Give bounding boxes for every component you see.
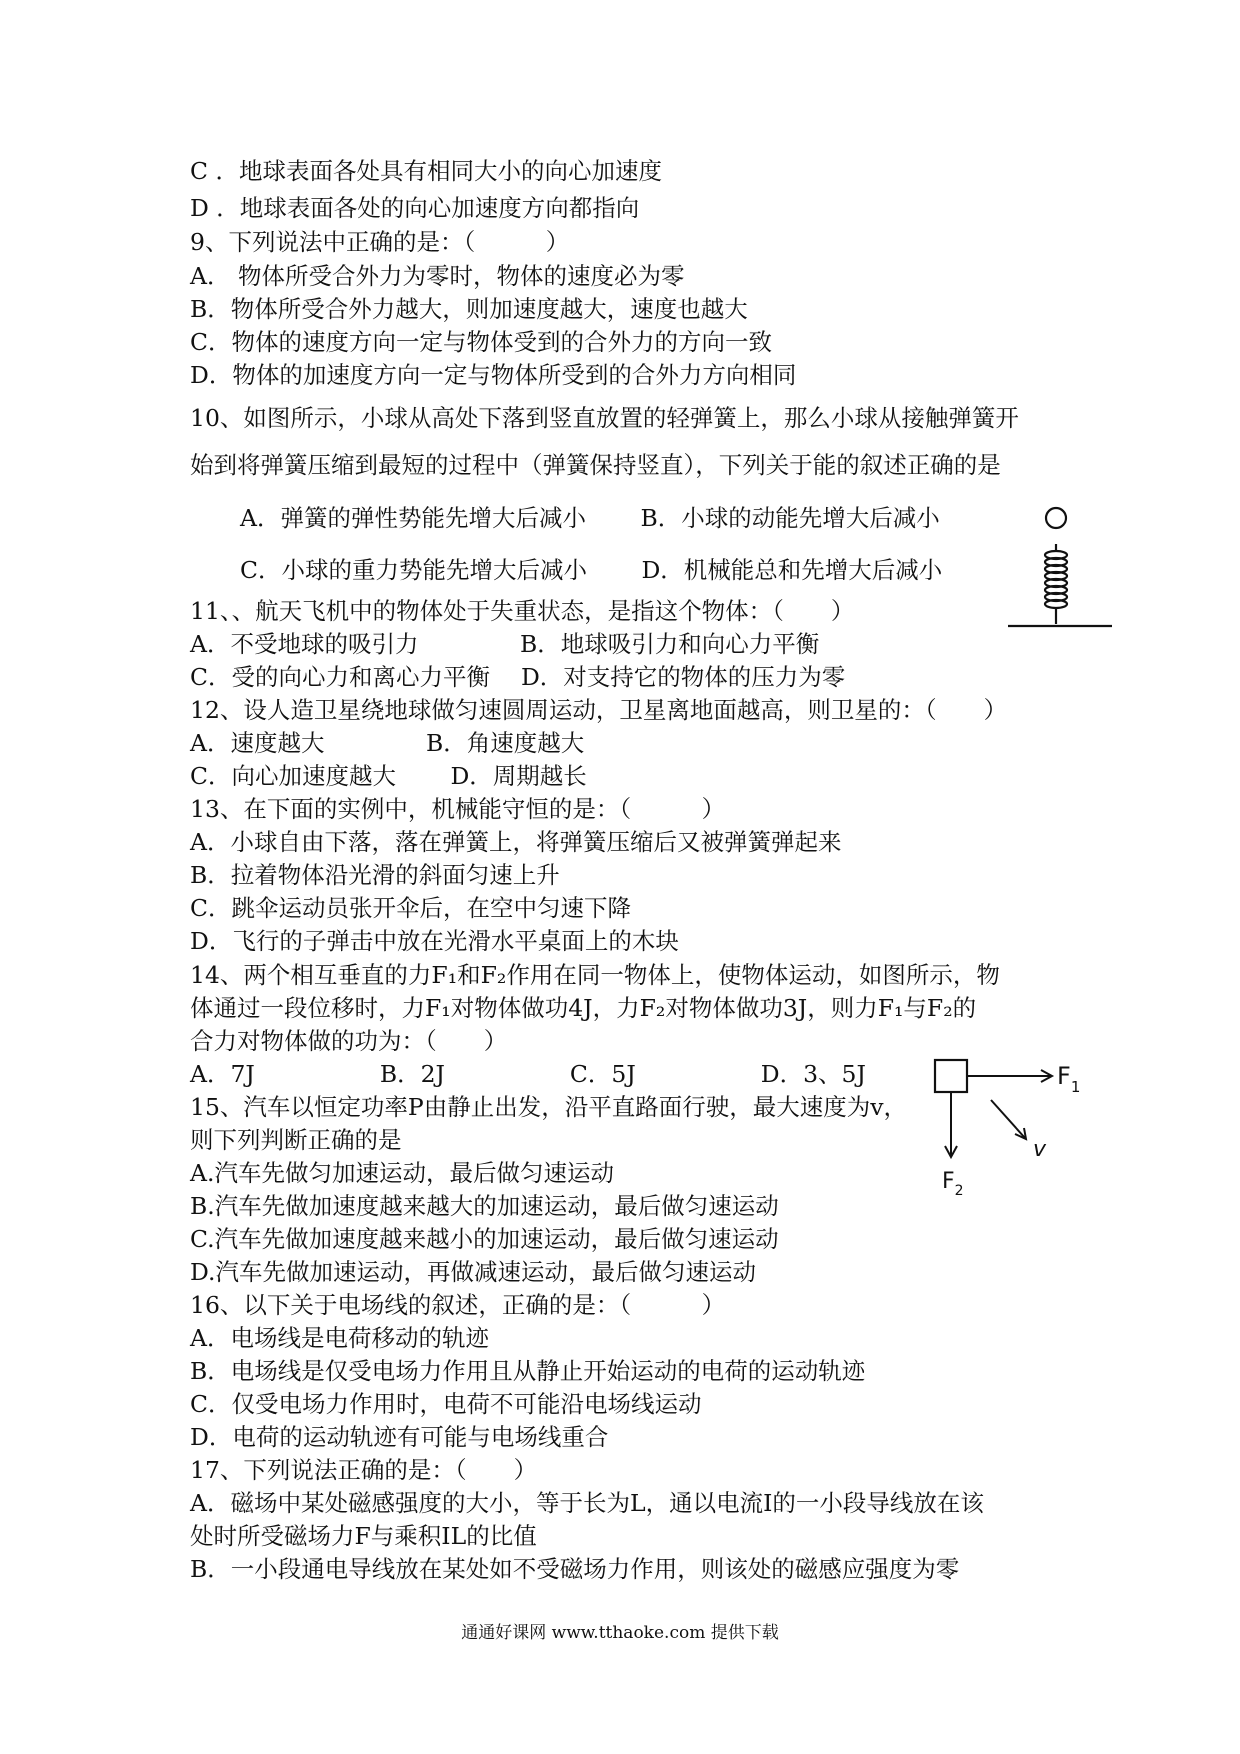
force-f1-label: $F_1$ (1057, 1062, 1081, 1096)
q10-options-cd: C．小球的重力势能先增大后减小 D．机械能总和先增大后减小 (240, 556, 943, 584)
q9-option-a: A． 物体所受合外力为零时，物体的速度必为零 (190, 262, 685, 290)
q16-stem: 16、以下关于电场线的叙述，正确的是：（ ） (190, 1291, 726, 1319)
q14-stem-line2: 体通过一段位移时，力F₁对物体做功4J，力F₂对物体做功3J，则力F₁与F₂的 (190, 994, 977, 1022)
q17-option-b: B．一小段通电导线放在某处如不受磁场力作用，则该处的磁感应强度为零 (190, 1555, 960, 1583)
q15-stem-line1: 15、汽车以恒定功率P由静止出发，沿平直路面行驶，最大速度为v， (190, 1093, 907, 1121)
q13-option-b: B．拉着物体沿光滑的斜面匀速上升 (190, 861, 560, 889)
q9-option-d: D．物体的加速度方向一定与物体所受到的合外力方向相同 (190, 361, 797, 389)
q8-option-d: D ．地球表面各处的向心加速度方向都指向 (190, 194, 640, 222)
q15-option-c: C.汽车先做加速度越来越小的加速运动，最后做匀速运动 (190, 1225, 779, 1253)
q17-stem: 17、下列说法正确的是：（ ） (190, 1456, 538, 1484)
velocity-arrow (991, 1100, 1026, 1139)
q11-stem: 11、、航天飞机中的物体处于失重状态，是指这个物体：（ ） (190, 597, 855, 625)
q9-option-b: B．物体所受合外力越大，则加速度越大，速度也越大 (190, 295, 748, 323)
q12-options-ab: A．速度越大 B．角速度越大 (190, 729, 585, 757)
q15-option-b: B.汽车先做加速度越来越大的加速运动，最后做匀速运动 (190, 1192, 779, 1220)
q17-option-a-line1: A．磁场中某处磁感强度的大小，等于长为L，通以电流I的一小段导线放在该 (190, 1489, 984, 1517)
q12-stem: 12、设人造卫星绕地球做匀速圆周运动，卫星离地面越高，则卫星的：（ ） (190, 696, 1008, 724)
force-f2-label: $F_2$ (942, 1169, 964, 1199)
object-block (935, 1060, 967, 1092)
q10-stem-line1: 10、如图所示，小球从高处下落到竖直放置的轻弹簧上，那么小球从接触弹簧开 (190, 404, 1019, 432)
q13-option-a: A．小球自由下落，落在弹簧上，将弹簧压缩后又被弹簧弹起来 (190, 828, 842, 856)
q13-option-c: C．跳伞运动员张开伞后，在空中匀速下降 (190, 894, 631, 922)
q13-option-d: D．飞行的子弹击中放在光滑水平桌面上的木块 (190, 927, 679, 955)
q9-stem: 9、下列说法中正确的是：（ ） (190, 228, 570, 256)
force-f1-arrow (967, 1070, 1052, 1082)
force-diagram (925, 1050, 1105, 1199)
page-footer: 通通好课网 www.tthaoke.com 提供下载 (461, 1623, 779, 1643)
ball-icon (1046, 508, 1066, 528)
q11-options-cd: C．受的向心力和离心力平衡 D．对支持它的物体的压力为零 (190, 663, 846, 691)
q14-options: A．7J B．2J C．5J D．3、5J (190, 1060, 866, 1088)
q8-option-c: C ．地球表面各处具有相同大小的向心加速度 (190, 157, 662, 185)
velocity-label: v (1033, 1137, 1047, 1162)
q16-option-b: B．电场线是仅受电场力作用且从静止开始运动的电荷的运动轨迹 (190, 1357, 866, 1385)
q12-options-cd: C．向心加速度越大 D．周期越长 (190, 762, 587, 790)
q14-stem-line1: 14、两个相互垂直的力F₁和F₂作用在同一物体上，使物体运动，如图所示，物 (190, 961, 1000, 989)
q15-option-a: A.汽车先做匀加速运动，最后做匀速运动 (190, 1159, 614, 1187)
q13-stem: 13、在下面的实例中，机械能守恒的是：（ ） (190, 795, 726, 823)
q11-options-ab: A．不受地球的吸引力 B．地球吸引力和向心力平衡 (190, 630, 820, 658)
q15-option-d: D.汽车先做加速运动，再做减速运动，最后做匀速运动 (190, 1258, 756, 1286)
q15-stem-line2: 则下列判断正确的是 (190, 1126, 402, 1154)
q17-option-a-line2: 处时所受磁场力F与乘积IL的比值 (190, 1522, 537, 1550)
q16-option-c: C．仅受电场力作用时，电荷不可能沿电场线运动 (190, 1390, 702, 1418)
spring-icon (1045, 544, 1067, 624)
q9-option-c: C．物体的速度方向一定与物体受到的合外力的方向一致 (190, 328, 772, 356)
force-f2-arrow (945, 1092, 957, 1157)
q16-option-a: A．电场线是电荷移动的轨迹 (190, 1324, 489, 1352)
q16-option-d: D．电荷的运动轨迹有可能与电场线重合 (190, 1423, 609, 1451)
q10-stem-line2: 始到将弹簧压缩到最短的过程中（弹簧保持竖直），下列关于能的叙述正确的是 (190, 451, 1001, 479)
q14-stem-line3: 合力对物体做的功为：（ ） (190, 1027, 508, 1055)
spring-ball-figure (1000, 500, 1130, 640)
q10-options-ab: A．弹簧的弹性势能先增大后减小 B．小球的动能先增大后减小 (240, 504, 940, 532)
